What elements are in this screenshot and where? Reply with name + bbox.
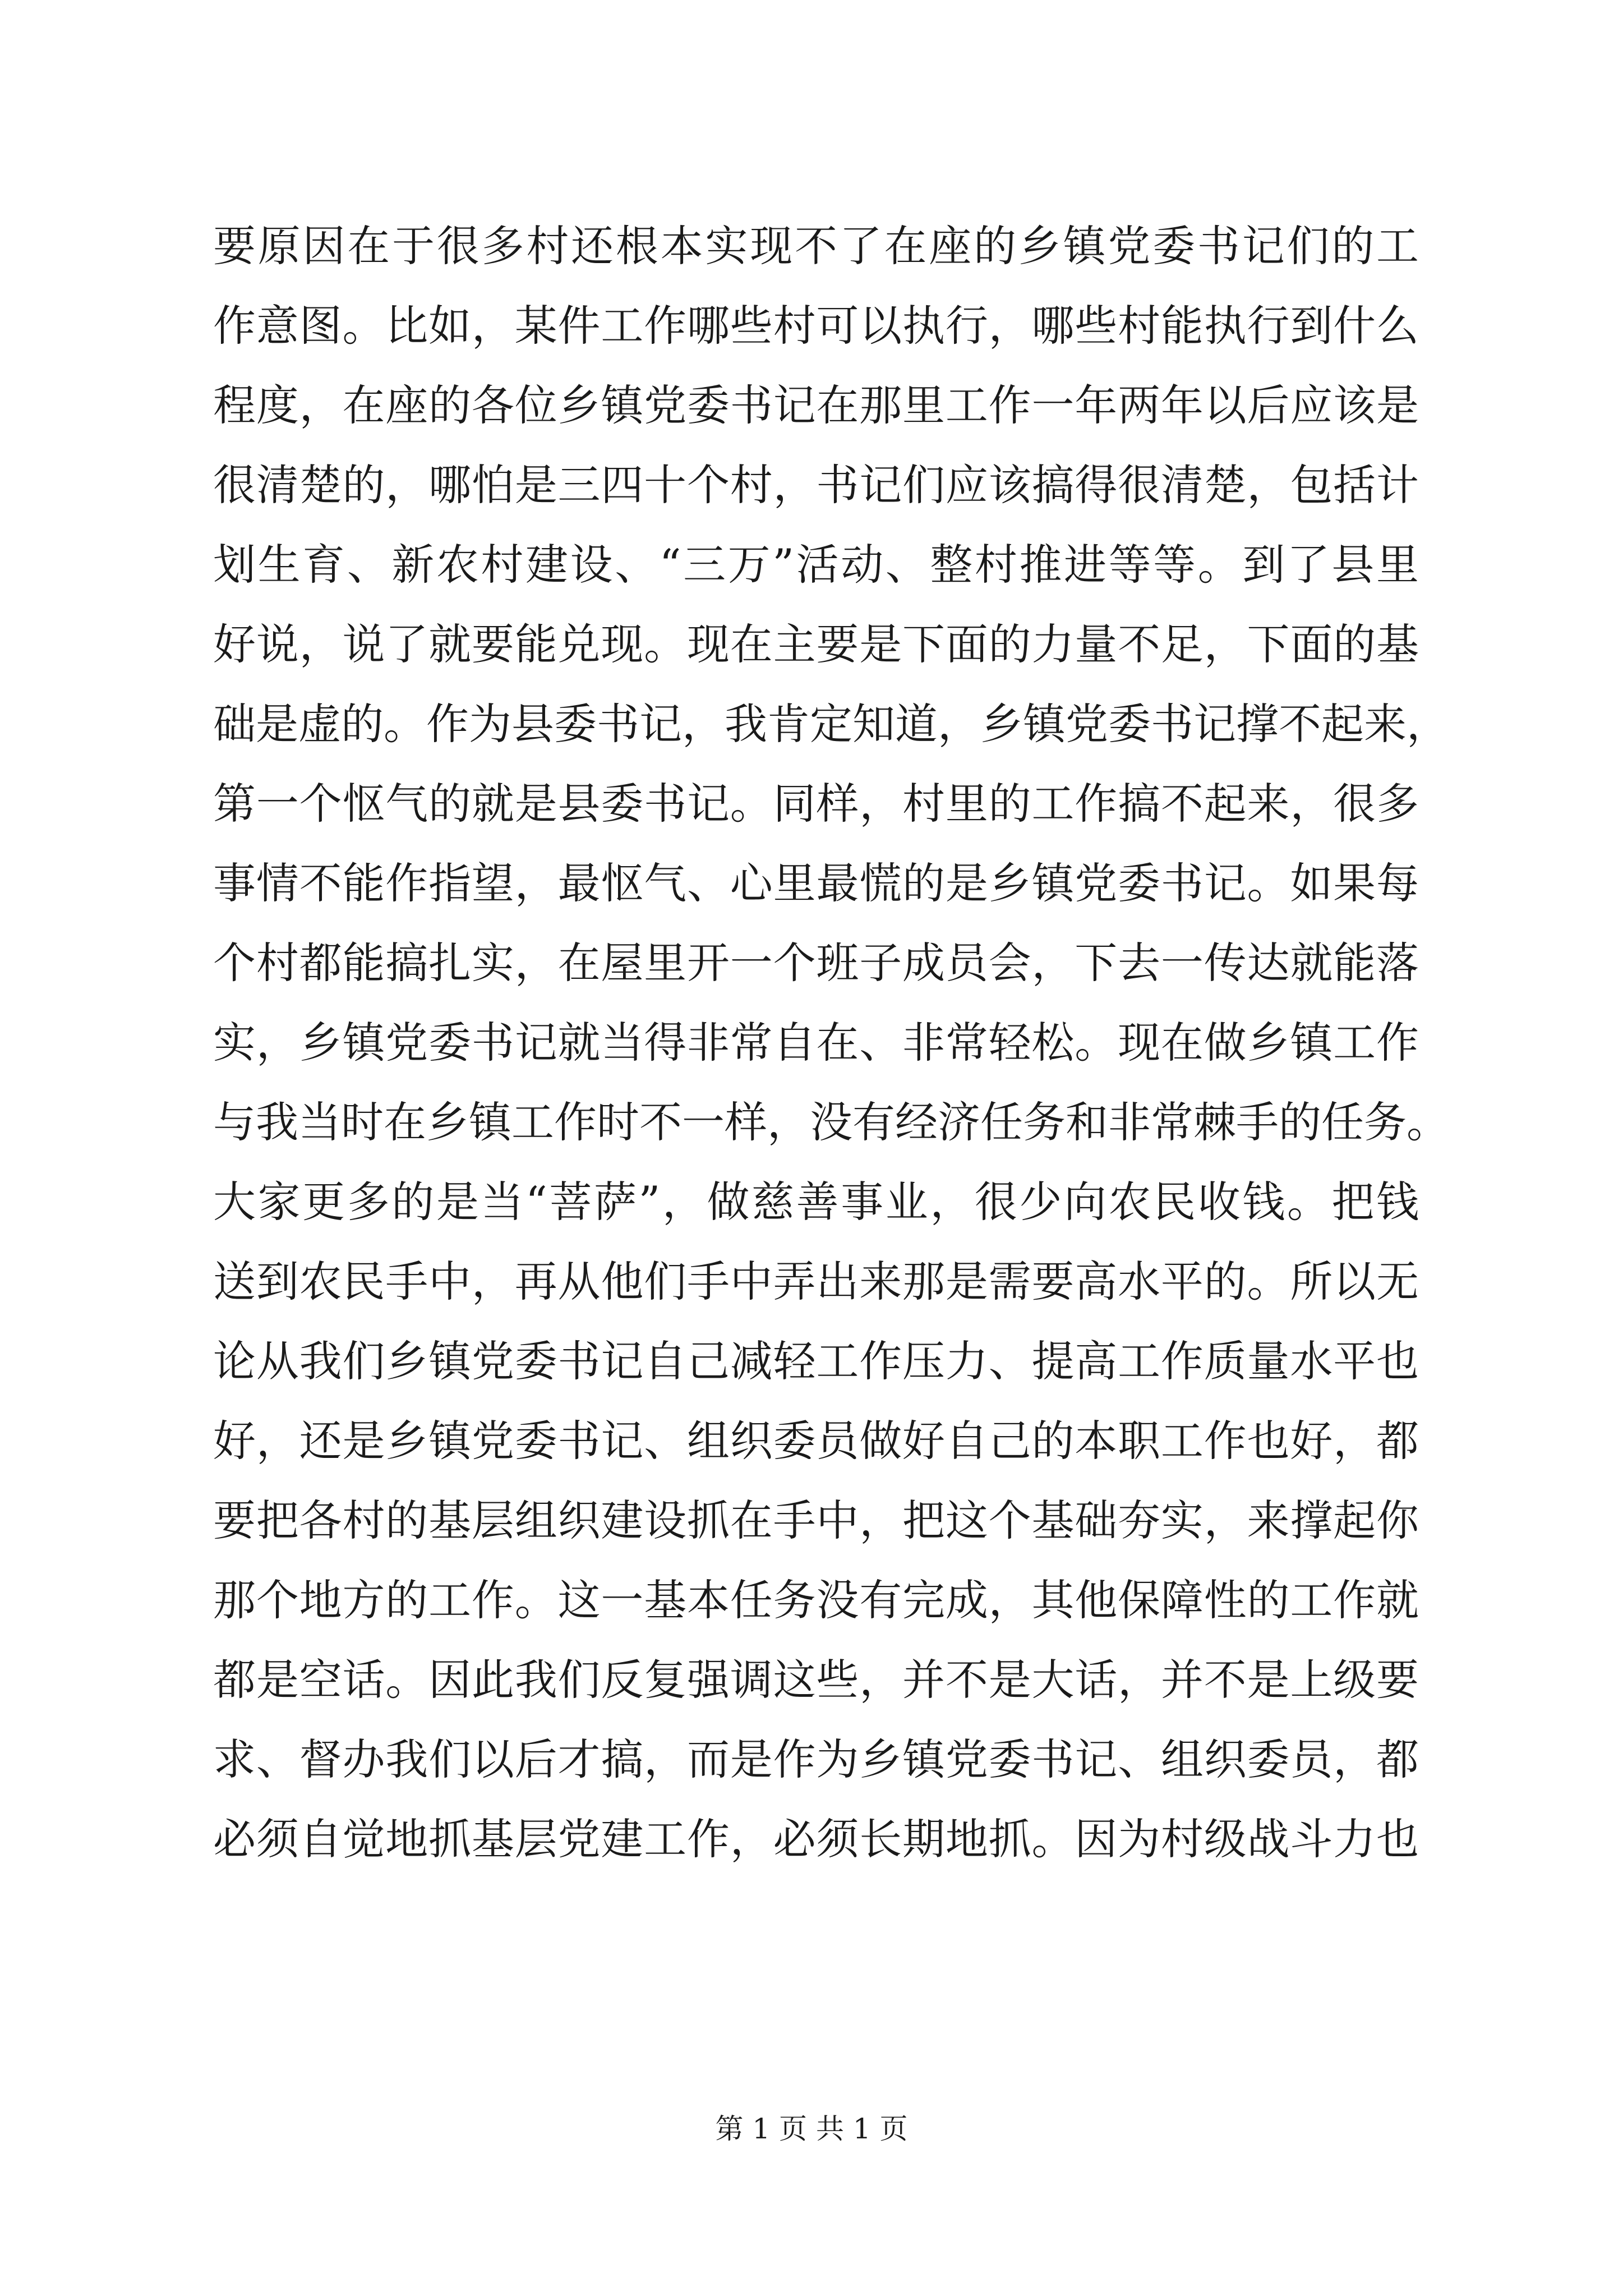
- text-line: 要把各村的基层组织建设抓在手中，把这个基础夯实，来撑起你: [213, 1496, 1419, 1545]
- text-line: 论从我们乡镇党委书记自己减轻工作压力、提高工作质量水平也: [213, 1336, 1419, 1386]
- page-number-label: 第 1 页 共 1 页: [715, 2113, 908, 2145]
- text-line: 与我当时在乡镇工作时不一样，没有经济任务和非常棘手的任务。: [213, 1097, 1449, 1147]
- body-paragraph: [213, 206, 1449, 1879]
- text-line: 实，乡镇党委书记就当得非常自在、非常轻松。现在做乡镇工作: [213, 1018, 1419, 1068]
- text-line: 都是空话。因此我们反复强调这些，并不是大话，并不是上级要: [213, 1655, 1419, 1705]
- text-line: 好说，说了就要能兑现。现在主要是下面的力量不足，下面的基: [213, 619, 1419, 669]
- text-line: 送到农民手中，再从他们手中弄出来那是需要高水平的。所以无: [213, 1257, 1419, 1306]
- text-line: 程度，在座的各位乡镇党委书记在那里工作一年两年以后应该是: [213, 380, 1419, 430]
- page-footer: [0, 2109, 1623, 2148]
- text-line: 求、督办我们以后才搞，而是作为乡镇党委书记、组织委员，都: [213, 1734, 1419, 1784]
- text-line: 要原因在于很多村还根本实现不了在座的乡镇党委书记们的工: [213, 221, 1419, 271]
- text-line: 很清楚的，哪怕是三四十个村，书记们应该搞得很清楚，包括计: [213, 460, 1419, 510]
- text-line: 事情不能作指望，最怄气、心里最慌的是乡镇党委书记。如果每: [213, 858, 1419, 908]
- text-line: 那个地方的工作。这一基本任务没有完成，其他保障性的工作就: [213, 1575, 1419, 1625]
- text-line: 好，还是乡镇党委书记、组织委员做好自己的本职工作也好，都: [213, 1416, 1419, 1466]
- text-line: 大家更多的是当“菩萨”，做慈善事业，很少向农民收钱。把钱: [213, 1177, 1419, 1227]
- text-line: 划生育、新农村建设、“三万”活动、整村推进等等。到了县里: [213, 540, 1419, 590]
- text-line: 础是虚的。作为县委书记，我肯定知道，乡镇党委书记撑不起来，: [213, 699, 1449, 749]
- text-line: 个村都能搞扎实，在屋里开一个班子成员会，下去一传达就能落: [213, 938, 1419, 988]
- text-line: 作意图。比如，某件工作哪些村可以执行，哪些村能执行到什么: [213, 301, 1419, 351]
- text-line: 必须自觉地抓基层党建工作，必须长期地抓。因为村级战斗力也: [213, 1814, 1419, 1864]
- text-line: 第一个怄气的就是县委书记。同样，村里的工作搞不起来，很多: [213, 779, 1419, 829]
